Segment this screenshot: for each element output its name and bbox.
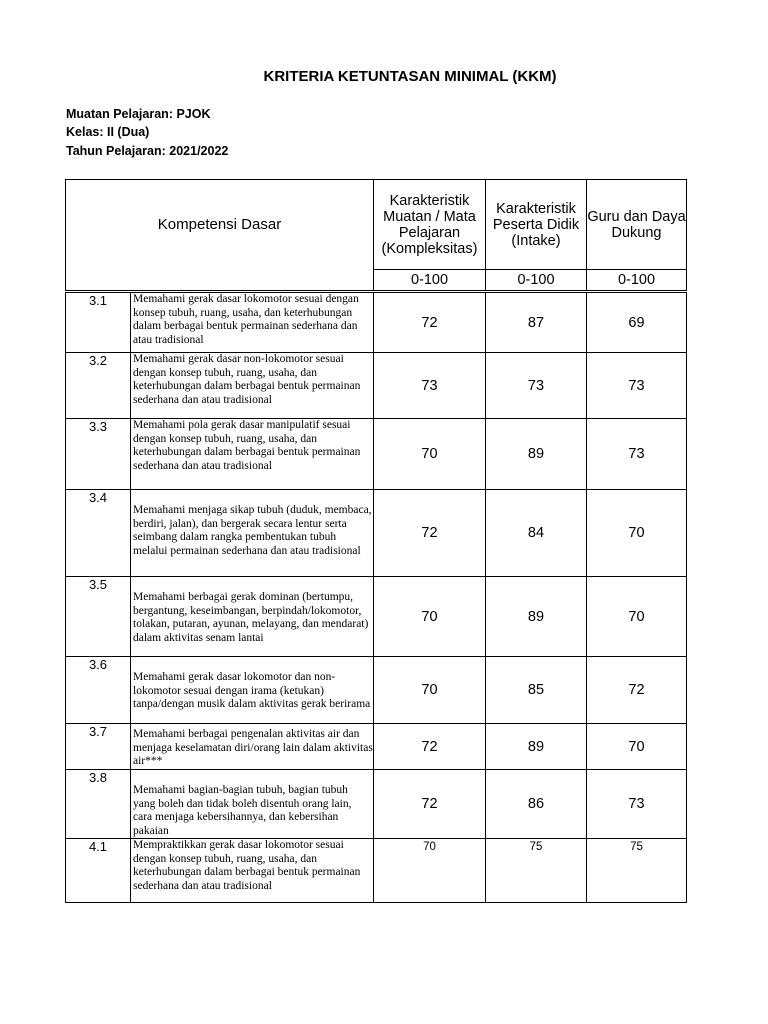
table-row [66,353,687,419]
value-intake: 84 [486,490,587,577]
table-row [66,770,687,839]
value-daya-dukung: 75 [587,839,687,903]
value-kompleksitas: 72 [374,770,486,839]
kd-number: 3.5 [66,577,131,657]
table-row [66,490,687,577]
header-daya-dukung: Guru dan Daya Dukung [587,180,687,270]
kd-number: 3.1 [66,292,131,353]
kd-number: 3.6 [66,657,131,724]
value-kompleksitas: 70 [374,577,486,657]
table-row [66,724,687,770]
kd-description: Memahami pola gerak dasar manipulatif sesuai dengan konsep tubuh, ruang, usaha, dan keterhubungan dalam berbagai bentuk permainan sederhana dan atau tradisional [131,419,374,490]
value-intake: 89 [486,419,587,490]
value-intake: 87 [486,292,587,353]
value-intake: 85 [486,657,587,724]
value-intake: 75 [486,839,587,903]
kkm-table [65,179,687,903]
kd-description [131,577,374,657]
value-kompleksitas: 70 [374,419,486,490]
kd-description: Memahami gerak dasar non-lokomotor sesuai dengan konsep tubuh, ruang, usaha, dan keterhubungan dalam berbagai bentuk permainan sederhana dan atau tradisional [131,353,374,419]
year-label: Tahun Pelajaran: 2021/2022 [66,144,229,158]
value-kompleksitas: 72 [374,490,486,577]
value-daya-dukung: 69 [587,292,687,353]
table-row [66,657,687,724]
kd-description: Memahami berbagai pengenalan aktivitas air dan menjaga keselamatan diri/orang lain dalam aktivitas air*** [131,724,374,770]
kd-description [131,490,374,577]
range-spacer [66,270,374,292]
value-daya-dukung: 73 [587,770,687,839]
kd-description-text: Memahami bagian-bagian tubuh, bagian tubuh yang boleh dan tidak boleh disentuh orang lain, cara menjaga kebersihannya, dan kebersihan pakaian [133,784,352,837]
kd-description: Mempraktikkan gerak dasar lokomotor sesuai dengan konsep tubuh, ruang, usaha, dan keterhubungan dalam berbagai bentuk permainan sederhana dan atau tradisional [131,839,374,903]
value-kompleksitas: 72 [374,724,486,770]
table-row [66,839,687,903]
kd-description: Memahami gerak dasar lokomotor sesuai dengan konsep tubuh, ruang, usaha, dan keterhubungan dalam berbagai bentuk permainan sederhana dan atau tradisional [131,292,374,353]
value-kompleksitas: 70 [374,657,486,724]
range-col1: 0-100 [374,270,486,292]
header-kompleksitas: Karakteristik Muatan / Mata Pelajaran (Kompleksitas) [374,180,486,270]
value-intake: 89 [486,724,587,770]
value-daya-dukung: 73 [587,353,687,419]
range-col3: 0-100 [587,270,687,292]
kd-description-text: Memahami menjaga sikap tubuh (duduk, membaca, berdiri, jalan), dan bergerak secara lentur serta seimbang dalam rangka pembentukan tubuh melalui permainan sederhana dan atau tradisional [133,504,372,557]
value-daya-dukung: 70 [587,490,687,577]
value-daya-dukung: 70 [587,577,687,657]
header-intake: Karakteristik Peserta Didik (Intake) [486,180,587,270]
kd-number: 3.4 [66,490,131,577]
kd-number: 4.1 [66,839,131,903]
value-daya-dukung: 72 [587,657,687,724]
value-kompleksitas: 73 [374,353,486,419]
kd-number: 3.8 [66,770,131,839]
value-daya-dukung: 70 [587,724,687,770]
kd-number: 3.7 [66,724,131,770]
kd-number: 3.3 [66,419,131,490]
kd-number: 3.2 [66,353,131,419]
kd-description [131,657,374,724]
table-row [66,577,687,657]
value-kompleksitas: 70 [374,839,486,903]
kd-description [131,770,374,839]
value-intake: 89 [486,577,587,657]
subject-label: Muatan Pelajaran: PJOK [66,107,211,121]
header-kompetensi-dasar: Kompetensi Dasar [66,180,374,270]
range-col2: 0-100 [486,270,587,292]
kd-description-text: Memahami berbagai gerak dominan (bertumpu, bergantung, keseimbangan, berpindah/lokomotor, tolakan, putaran, ayunan, melayang, dan mendarat) dalam aktivitas senam lantai [133,591,369,644]
table-row [66,292,687,353]
page-title: KRITERIA KETUNTASAN MINIMAL (KKM) [263,68,557,85]
table-row [66,419,687,490]
value-intake: 73 [486,353,587,419]
value-intake: 86 [486,770,587,839]
value-kompleksitas: 72 [374,292,486,353]
grade-label: Kelas: II (Dua) [66,125,150,139]
kd-description-text: Memahami gerak dasar lokomotor dan non-lokomotor sesuai dengan irama (ketukan) tanpa/dengan musik dalam aktivitas gerak berirama [133,671,371,710]
value-daya-dukung: 73 [587,419,687,490]
